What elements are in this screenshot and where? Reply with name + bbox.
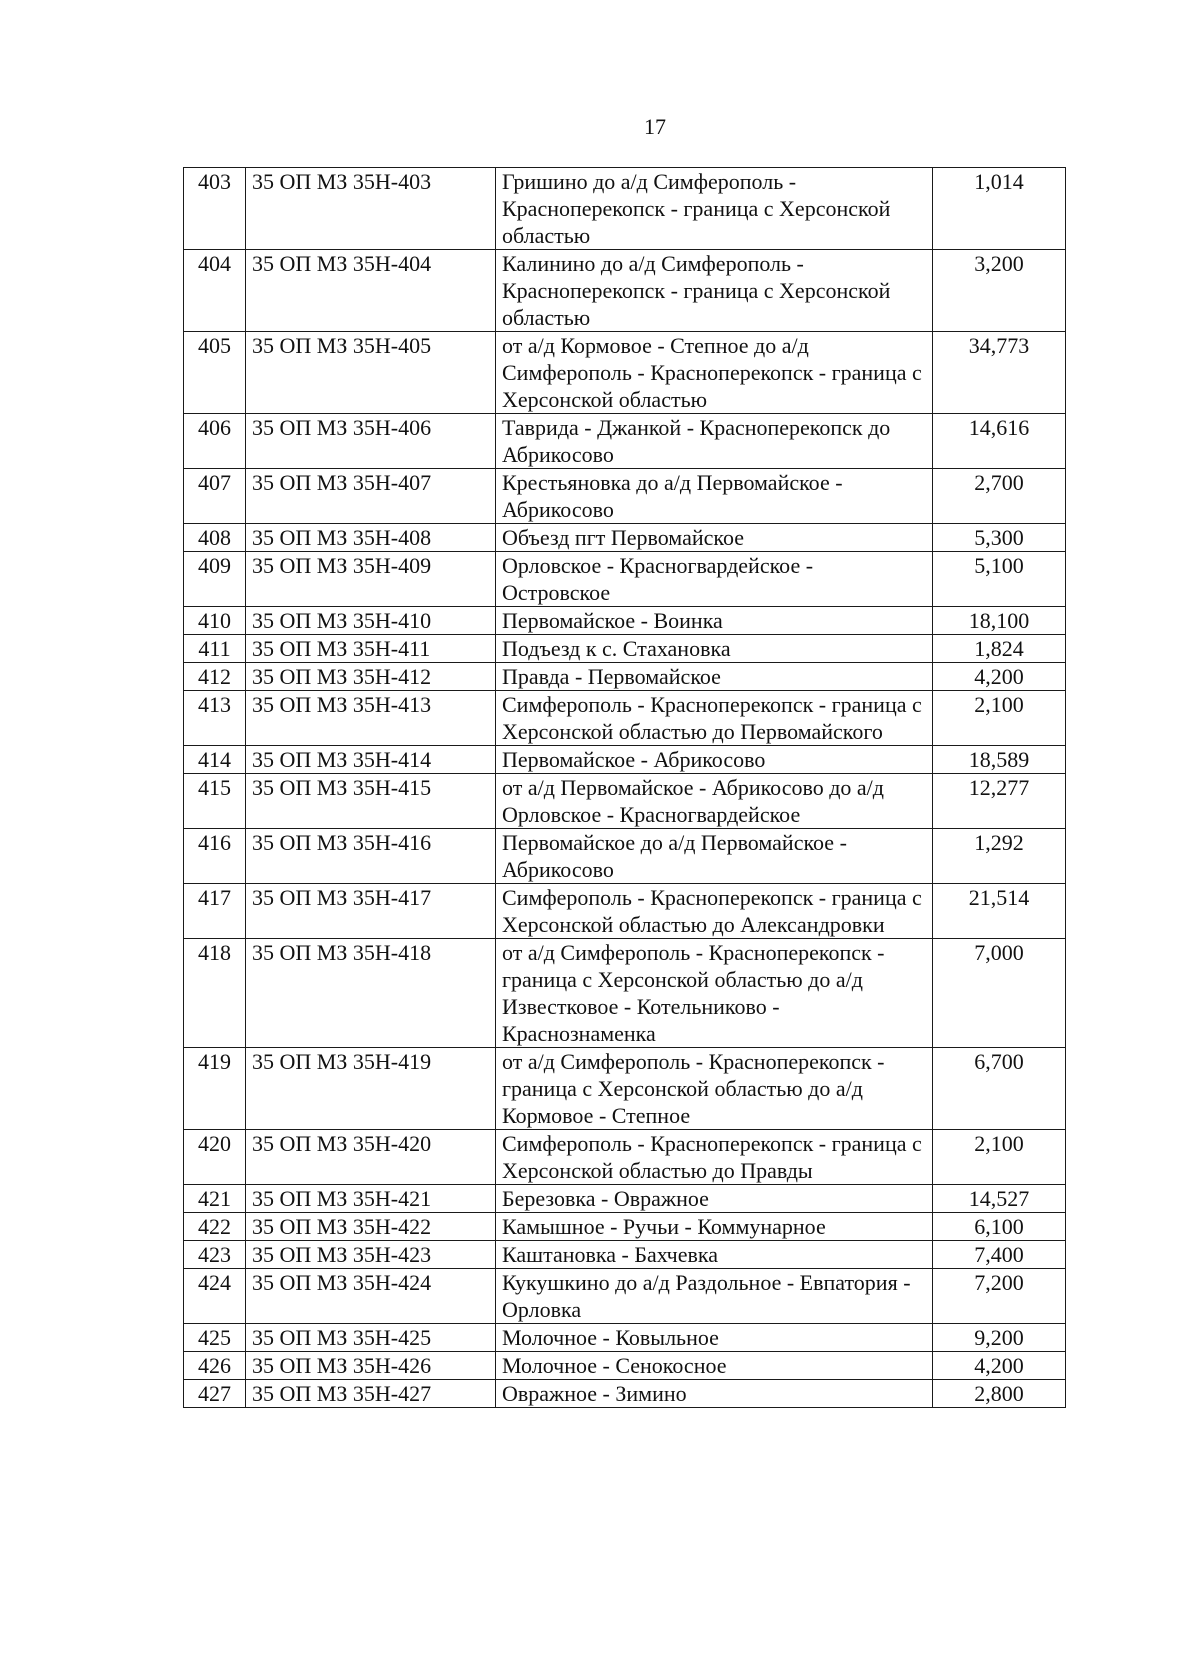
road-length-cell: 6,700 (933, 1048, 1066, 1130)
road-length-cell: 2,100 (933, 1130, 1066, 1185)
road-name-cell: Симферополь - Красноперекопск - граница с Херсонской областью до Правды (496, 1130, 933, 1185)
road-name-cell: Симферополь - Красноперекопск - граница с Херсонской областью до Первомайского (496, 691, 933, 746)
row-number-cell: 419 (184, 1048, 246, 1130)
table-row (184, 1048, 1066, 1130)
road-code-cell: 35 ОП МЗ 35Н-421 (246, 1185, 496, 1213)
road-length-cell: 3,200 (933, 250, 1066, 332)
road-name-cell: Объезд пгт Первомайское (496, 524, 933, 552)
road-code-cell: 35 ОП МЗ 35Н-420 (246, 1130, 496, 1185)
roads-table-body (184, 168, 1066, 1408)
road-length-cell: 18,589 (933, 746, 1066, 774)
road-length-cell: 34,773 (933, 332, 1066, 414)
row-number-cell: 417 (184, 884, 246, 939)
road-code-cell: 35 ОП МЗ 35Н-425 (246, 1324, 496, 1352)
road-name-cell: Камышное - Ручьи - Коммунарное (496, 1213, 933, 1241)
road-name-cell: Березовка - Овражное (496, 1185, 933, 1213)
road-length-cell: 7,000 (933, 939, 1066, 1048)
road-length-cell: 4,200 (933, 1352, 1066, 1380)
row-number-cell: 420 (184, 1130, 246, 1185)
row-number-cell: 414 (184, 746, 246, 774)
road-name-cell: Каштановка - Бахчевка (496, 1241, 933, 1269)
road-code-cell: 35 ОП МЗ 35Н-415 (246, 774, 496, 829)
road-length-cell: 9,200 (933, 1324, 1066, 1352)
page-number: 17 (644, 114, 666, 139)
table-row (184, 469, 1066, 524)
row-number-cell: 406 (184, 414, 246, 469)
row-number-cell: 410 (184, 607, 246, 635)
road-name-cell: Симферополь - Красноперекопск - граница с Херсонской областью до Александровки (496, 884, 933, 939)
road-length-cell: 14,616 (933, 414, 1066, 469)
road-code-cell: 35 ОП МЗ 35Н-416 (246, 829, 496, 884)
road-length-cell: 6,100 (933, 1213, 1066, 1241)
table-row (184, 1352, 1066, 1380)
road-code-cell: 35 ОП МЗ 35Н-405 (246, 332, 496, 414)
table-row (184, 884, 1066, 939)
road-length-cell: 2,800 (933, 1380, 1066, 1408)
road-name-cell: Молочное - Ковыльное (496, 1324, 933, 1352)
road-name-cell: Орловское - Красногвардейское - Островское (496, 552, 933, 607)
table-row (184, 168, 1066, 250)
table-row (184, 1269, 1066, 1324)
road-code-cell: 35 ОП МЗ 35Н-419 (246, 1048, 496, 1130)
road-name-cell: Первомайское - Воинка (496, 607, 933, 635)
road-code-cell: 35 ОП МЗ 35Н-427 (246, 1380, 496, 1408)
table-row (184, 1130, 1066, 1185)
table-row (184, 939, 1066, 1048)
roads-table (183, 167, 1066, 1408)
road-name-cell: Правда - Первомайское (496, 663, 933, 691)
road-name-cell: от а/д Симферополь - Красноперекопск - граница с Херсонской областью до а/д Известковое - Котельниково - Краснознаменка (496, 939, 933, 1048)
road-code-cell: 35 ОП МЗ 35Н-410 (246, 607, 496, 635)
table-row (184, 250, 1066, 332)
row-number-cell: 409 (184, 552, 246, 607)
road-code-cell: 35 ОП МЗ 35Н-403 (246, 168, 496, 250)
road-name-cell: Первомайское до а/д Первомайское - Абрикосово (496, 829, 933, 884)
row-number-cell: 405 (184, 332, 246, 414)
road-length-cell: 7,200 (933, 1269, 1066, 1324)
row-number-cell: 425 (184, 1324, 246, 1352)
road-code-cell: 35 ОП МЗ 35Н-413 (246, 691, 496, 746)
row-number-cell: 411 (184, 635, 246, 663)
row-number-cell: 424 (184, 1269, 246, 1324)
road-length-cell: 4,200 (933, 663, 1066, 691)
road-name-cell: Молочное - Сенокосное (496, 1352, 933, 1380)
table-row (184, 1241, 1066, 1269)
road-name-cell: Подъезд к с. Стахановка (496, 635, 933, 663)
road-length-cell: 12,277 (933, 774, 1066, 829)
road-code-cell: 35 ОП МЗ 35Н-409 (246, 552, 496, 607)
road-code-cell: 35 ОП МЗ 35Н-412 (246, 663, 496, 691)
table-row (184, 414, 1066, 469)
road-length-cell: 14,527 (933, 1185, 1066, 1213)
row-number-cell: 421 (184, 1185, 246, 1213)
road-code-cell: 35 ОП МЗ 35Н-408 (246, 524, 496, 552)
table-row (184, 524, 1066, 552)
row-number-cell: 426 (184, 1352, 246, 1380)
road-code-cell: 35 ОП МЗ 35Н-422 (246, 1213, 496, 1241)
table-row (184, 1380, 1066, 1408)
road-length-cell: 1,014 (933, 168, 1066, 250)
road-length-cell: 5,300 (933, 524, 1066, 552)
road-length-cell: 2,100 (933, 691, 1066, 746)
road-code-cell: 35 ОП МЗ 35Н-418 (246, 939, 496, 1048)
row-number-cell: 413 (184, 691, 246, 746)
row-number-cell: 415 (184, 774, 246, 829)
road-name-cell: Таврида - Джанкой - Красноперекопск до Абрикосово (496, 414, 933, 469)
road-code-cell: 35 ОП МЗ 35Н-411 (246, 635, 496, 663)
table-row (184, 1185, 1066, 1213)
row-number-cell: 404 (184, 250, 246, 332)
road-length-cell: 7,400 (933, 1241, 1066, 1269)
road-name-cell: Калинино до а/д Симферополь - Красноперекопск - граница с Херсонской областью (496, 250, 933, 332)
row-number-cell: 403 (184, 168, 246, 250)
road-length-cell: 5,100 (933, 552, 1066, 607)
row-number-cell: 418 (184, 939, 246, 1048)
road-name-cell: Кукушкино до а/д Раздольное - Евпатория - Орловка (496, 1269, 933, 1324)
road-code-cell: 35 ОП МЗ 35Н-426 (246, 1352, 496, 1380)
road-length-cell: 2,700 (933, 469, 1066, 524)
road-code-cell: 35 ОП МЗ 35Н-406 (246, 414, 496, 469)
table-row (184, 332, 1066, 414)
road-code-cell: 35 ОП МЗ 35Н-414 (246, 746, 496, 774)
row-number-cell: 407 (184, 469, 246, 524)
road-code-cell: 35 ОП МЗ 35Н-407 (246, 469, 496, 524)
table-row (184, 774, 1066, 829)
table-row (184, 635, 1066, 663)
table-row (184, 663, 1066, 691)
road-name-cell: Гришино до а/д Симферополь - Красноперекопск - граница с Херсонской областью (496, 168, 933, 250)
road-name-cell: от а/д Симферополь - Красноперекопск - граница с Херсонской областью до а/д Кормовое - Степное (496, 1048, 933, 1130)
road-name-cell: Первомайское - Абрикосово (496, 746, 933, 774)
road-name-cell: Крестьяновка до а/д Первомайское - Абрикосово (496, 469, 933, 524)
table-row (184, 552, 1066, 607)
table-row (184, 1324, 1066, 1352)
row-number-cell: 412 (184, 663, 246, 691)
row-number-cell: 416 (184, 829, 246, 884)
road-length-cell: 21,514 (933, 884, 1066, 939)
table-row (184, 607, 1066, 635)
row-number-cell: 423 (184, 1241, 246, 1269)
road-name-cell: Овражное - Зимино (496, 1380, 933, 1408)
table-row (184, 1213, 1066, 1241)
road-length-cell: 1,824 (933, 635, 1066, 663)
road-name-cell: от а/д Кормовое - Степное до а/д Симферополь - Красноперекопск - граница с Херсонской областью (496, 332, 933, 414)
table-row (184, 746, 1066, 774)
row-number-cell: 422 (184, 1213, 246, 1241)
road-length-cell: 18,100 (933, 607, 1066, 635)
road-code-cell: 35 ОП МЗ 35Н-404 (246, 250, 496, 332)
road-code-cell: 35 ОП МЗ 35Н-423 (246, 1241, 496, 1269)
row-number-cell: 427 (184, 1380, 246, 1408)
road-code-cell: 35 ОП МЗ 35Н-424 (246, 1269, 496, 1324)
table-row (184, 829, 1066, 884)
road-code-cell: 35 ОП МЗ 35Н-417 (246, 884, 496, 939)
road-name-cell: от а/д Первомайское - Абрикосово до а/д Орловское - Красногвардейское (496, 774, 933, 829)
road-length-cell: 1,292 (933, 829, 1066, 884)
row-number-cell: 408 (184, 524, 246, 552)
table-row (184, 691, 1066, 746)
